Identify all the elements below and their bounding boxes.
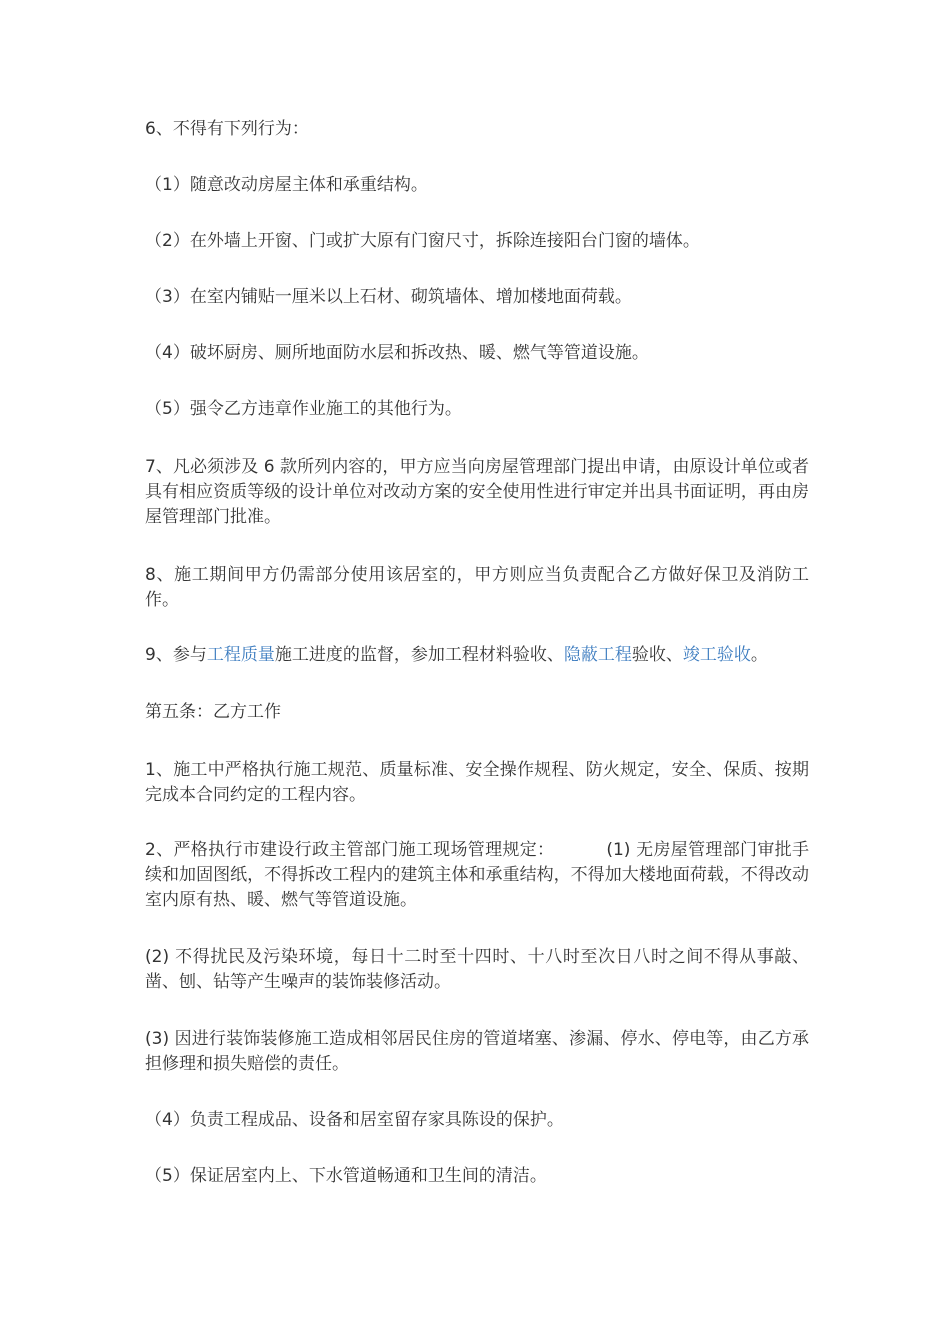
article5-item2-sub2: (2) 不得扰民及污染环境，每日十二时至十四时、十八时至次日八时之间不得从事敲、凿、刨、钻等产生噪声的装饰装修活动。	[145, 947, 809, 992]
link-concealed-works[interactable]: 隐蔽工程	[563, 645, 632, 665]
item9-text-2: 施工进度的监督，参加工程材料验收、	[274, 645, 564, 665]
article5-item2-sub1: (1) 无房屋管理部门审批手续和加固图纸，不得拆改工程内的建筑主体和承重结构，不得加大楼地面荷载，不得改动室内原有热、暖、燃气等管道设施。	[145, 840, 809, 910]
article5-heading: 第五条：乙方工作	[145, 702, 281, 722]
article5-item2	[145, 838, 809, 913]
article5-item2-sub5: （5）保证居室内上、下水管道畅通和卫生间的清洁。	[145, 1166, 547, 1186]
item6-heading: 6、不得有下列行为：	[145, 119, 309, 139]
item7-paragraph: 7、凡必须涉及 6 款所列内容的，甲方应当向房屋管理部门提出申请，由原设计单位或者具有相应资质等级的设计单位对改动方案的安全使用性进行审定并出具书面证明，再由房屋管理部门批准。	[145, 457, 809, 527]
item9-text-1: 9、参与	[145, 645, 207, 665]
item8-paragraph: 8、施工期间甲方仍需部分使用该居室的，甲方则应当负责配合乙方做好保卫及消防工作。	[145, 565, 809, 610]
article5-item1: 1、施工中严格执行施工规范、质量标准、安全操作规程、防火规定，安全、保质、按期完成本合同约定的工程内容。	[145, 760, 809, 805]
item9-text-3: 验收、	[631, 645, 683, 665]
item9-text-4: 。	[750, 645, 768, 665]
article5-item2-sub4: （4）负责工程成品、设备和居室留存家具陈设的保护。	[145, 1110, 564, 1130]
item6-sub-4: （4）破坏厨房、厕所地面防水层和拆改热、暖、燃气等管道设施。	[145, 343, 649, 363]
item6-sub-3: （3）在室内铺贴一厘米以上石材、砌筑墙体、增加楼地面荷载。	[145, 287, 632, 307]
link-engineering-quality[interactable]: 工程质量	[206, 645, 275, 665]
item6-sub-2: （2）在外墙上开窗、门或扩大原有门窗尺寸，拆除连接阳台门窗的墙体。	[145, 231, 700, 251]
article5-item2-intro: 2、严格执行市建设行政主管部门施工现场管理规定：	[145, 840, 555, 860]
item6-sub-5: （5）强令乙方违章作业施工的其他行为。	[145, 399, 462, 419]
item9-paragraph	[145, 643, 809, 668]
link-completion-acceptance[interactable]: 竣工验收	[682, 645, 751, 665]
article5-item2-sub3: (3) 因进行装饰装修施工造成相邻居民住房的管道堵塞、渗漏、停水、停电等，由乙方承担修理和损失赔偿的责任。	[145, 1029, 809, 1074]
item6-sub-1: （1）随意改动房屋主体和承重结构。	[145, 175, 428, 195]
